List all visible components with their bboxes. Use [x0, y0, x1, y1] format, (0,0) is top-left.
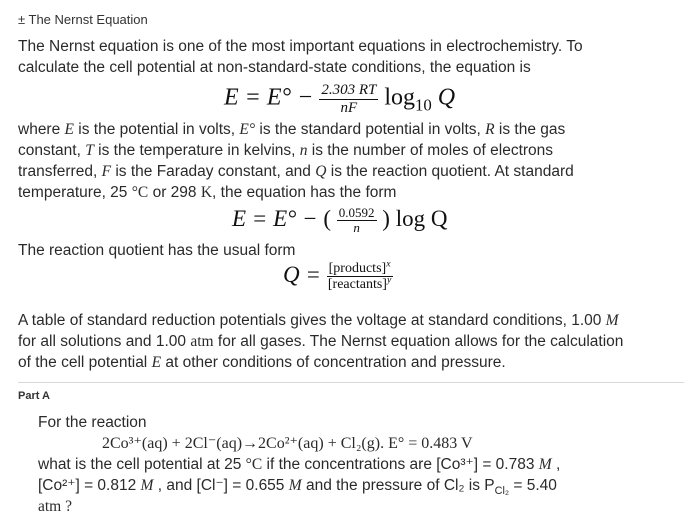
- eq2-denominator: n: [353, 220, 360, 236]
- text: is the potential in volts,: [74, 121, 240, 138]
- table-line-1: [18, 310, 688, 331]
- eq3-den-exp: y: [386, 274, 392, 286]
- text: [Co²⁺] = 0.812: [38, 477, 141, 494]
- math: atm: [190, 333, 214, 350]
- eq3-num-exp: x: [386, 258, 391, 270]
- part-a-line-5: atm ?: [38, 498, 72, 515]
- part-a-line-3: [38, 454, 688, 475]
- text: constant,: [18, 142, 86, 159]
- eq1-log: log: [384, 84, 415, 111]
- text: what is the cell potential at 25: [38, 456, 246, 473]
- table-line-3: [18, 352, 688, 373]
- section-header[interactable]: ± The Nernst Equation: [18, 12, 148, 27]
- math: K: [200, 184, 213, 201]
- math: R: [485, 121, 495, 138]
- math: E°: [239, 121, 256, 138]
- part-a-label[interactable]: Part A: [18, 390, 50, 402]
- eq3-denominator: [327, 274, 393, 293]
- text: A table of standard reduction potentials gives the voltage at standard conditions, 1.00: [18, 312, 606, 329]
- text: is the standard potential in volts,: [255, 121, 486, 138]
- pressure-subscript: Cl₂: [494, 485, 510, 498]
- math: M: [140, 477, 154, 494]
- math: M: [605, 312, 619, 329]
- part-a-line-1: For the reaction: [38, 414, 147, 431]
- intro-paragraph: [18, 36, 688, 78]
- text: = 5.40: [509, 477, 557, 494]
- text: , the equation has the form: [212, 184, 397, 201]
- eq1-q: Q: [437, 84, 456, 111]
- eq2-close-paren: ): [382, 206, 390, 232]
- text: , and [Cl⁻] = 0.655: [153, 477, 289, 494]
- eq2-lhs: E = E° −: [232, 206, 324, 232]
- text: transferred,: [18, 163, 102, 180]
- text: if the concentrations are [Co³⁺] = 0.783: [262, 456, 539, 473]
- variables-line-4: [18, 182, 688, 203]
- text: is the number of moles of electrons: [307, 142, 554, 159]
- math: M: [538, 456, 552, 473]
- text: ,: [551, 456, 561, 473]
- text: or 298: [148, 184, 201, 201]
- quotient-intro: The reaction quotient has the usual form: [18, 242, 296, 259]
- eq3-den-text: [reactants]: [327, 277, 387, 293]
- variables-line-3: [18, 161, 688, 182]
- text: temperature, 25: [18, 184, 132, 201]
- reaction-equation: 2Co³⁺(aq) + 2Cl⁻(aq)→2Co²⁺(aq) + Cl₂(g). E° = 0.483 V: [102, 435, 473, 452]
- reaction-quotient-equation: [283, 258, 393, 293]
- eq2-open-paren: (: [323, 206, 332, 232]
- eq1-log-base: 10: [415, 95, 432, 115]
- math: E: [64, 121, 74, 138]
- variables-line-1: [18, 119, 688, 140]
- eq1-lhs: E = E° −: [224, 84, 320, 111]
- text: for all solutions and 1.00: [18, 333, 191, 350]
- text: is the Faraday constant, and: [111, 163, 316, 180]
- math: E: [151, 354, 162, 371]
- math: F: [101, 163, 112, 180]
- math: n: [299, 142, 308, 159]
- part-a-line-4: [38, 475, 688, 496]
- eq3-num-text: [products]: [328, 261, 387, 276]
- section-divider: [18, 382, 684, 383]
- part-a-question: [38, 412, 688, 517]
- text: at other conditions of concentration and pressure.: [161, 354, 506, 371]
- math: M: [288, 477, 302, 494]
- intro-line-1: The Nernst equation is one of the most important equations in electrochemistry. To: [18, 38, 583, 55]
- text: where: [18, 121, 65, 138]
- eq3-numerator: [327, 258, 393, 277]
- eq3-fraction: [327, 258, 393, 293]
- text: is the temperature in kelvins,: [93, 142, 300, 159]
- eq2-numerator: 0.0592: [338, 205, 375, 220]
- nernst-equation-general: [224, 82, 455, 116]
- variables-line-2: [18, 140, 688, 161]
- text: of the cell potential: [18, 354, 152, 371]
- text: is the reaction quotient. At standard: [326, 163, 574, 180]
- eq2-fraction: [337, 206, 377, 236]
- eq1-fraction: [319, 82, 378, 116]
- math: Q: [315, 163, 327, 180]
- eq1-denominator: nF: [340, 99, 358, 116]
- nernst-equation-298k: [232, 206, 447, 236]
- math: °C: [131, 184, 149, 201]
- eq3-lhs: Q =: [283, 262, 327, 288]
- standard-table-paragraph: [18, 310, 688, 373]
- text: is the gas: [494, 121, 566, 138]
- math: T: [85, 142, 94, 159]
- text: and the pressure of Cl₂ is P: [301, 477, 495, 494]
- intro-line-2: calculate the cell potential at non-standard-state conditions, the equation is: [18, 59, 531, 76]
- text: for all gases. The Nernst equation allows for the calculation: [213, 333, 624, 350]
- eq2-tail: log Q: [395, 206, 448, 232]
- math: °C: [245, 456, 263, 473]
- table-line-2: [18, 331, 688, 352]
- eq1-numerator: 2.303 RT: [321, 82, 377, 98]
- variables-paragraph: [18, 119, 688, 203]
